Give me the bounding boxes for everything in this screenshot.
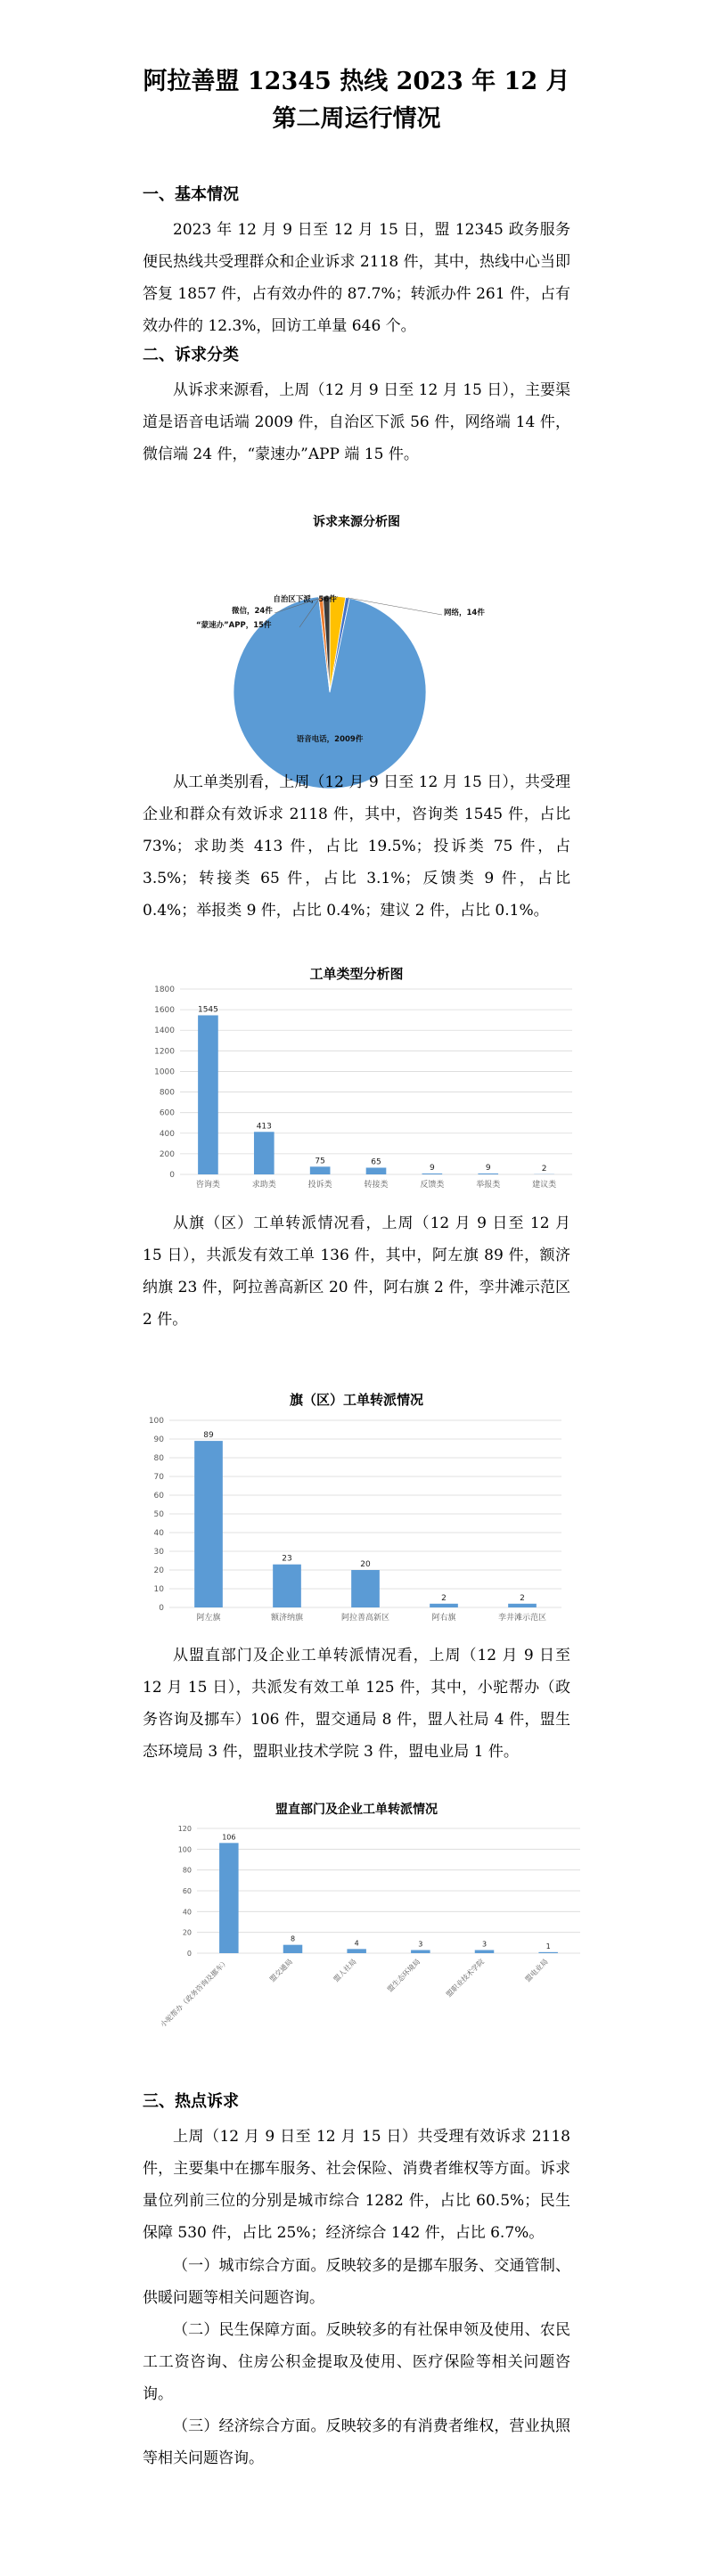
source-paragraph: 从诉求来源看，上周（12 月 9 日至 12 月 15 日），主要渠道是语音电话端 2009 件，自治区下派 56 件，网络端 14 件，微信端 24 件，“蒙速办”APP 端 15 件。 (143, 381, 570, 463)
x-category-label: 求助类 (251, 1181, 276, 1190)
x-category-label: 小驼帮办（政务咨询及挪车） (159, 1958, 231, 2029)
x-category-label: 盟人社局 (332, 1958, 358, 1984)
y-tick-label: 60 (182, 1887, 192, 1895)
x-category-label: 盟电业局 (523, 1958, 550, 1984)
y-tick-label: 1200 (154, 1047, 175, 1057)
bar-value-label: 4 (354, 1939, 359, 1948)
x-category-label: 转接类 (364, 1181, 389, 1190)
y-tick-label: 0 (159, 1604, 164, 1613)
doc-title-line1: 阿拉善盟 12345 热线 2023 年 12 月 (143, 68, 570, 95)
y-tick-label: 800 (159, 1088, 175, 1098)
bar-value-label: 89 (203, 1431, 214, 1441)
dept-chart-title: 盟直部门及企业工单转派情况 (275, 1803, 438, 1817)
x-category-label: 阿拉善高新区 (340, 1614, 390, 1623)
x-category-label: 孪井滩示范区 (497, 1614, 547, 1623)
y-tick-label: 1800 (154, 985, 175, 994)
y-tick-label: 100 (148, 1417, 164, 1426)
section2-heading: 二、诉求分类 (143, 346, 239, 364)
bar-0 (198, 1015, 218, 1174)
dept-paragraph: 从盟直部门及企业工单转派情况看，上周（12 月 9 日至 12 月 15 日），共派发有效工单 125 件，其中，小驼帮办（政务咨询及挪车）106 件，盟交通局 8 件，盟人社局 4 件，盟生态环境局 3 件，盟职业技术学院 3 件，盟电业局 1 件。 (143, 1647, 570, 1761)
pie-label-2: 网络，14件 (444, 609, 485, 617)
y-tick-label: 30 (153, 1548, 164, 1557)
y-tick-label: 0 (186, 1950, 192, 1958)
x-category-label: 建议类 (532, 1181, 557, 1190)
y-tick-label: 1000 (154, 1067, 175, 1077)
bar-value-label: 3 (481, 1940, 488, 1949)
y-tick-label: 20 (182, 1928, 192, 1937)
section1-paragraph: 2023 年 12 月 9 日至 12 月 15 日，盟 12345 政务服务便民热线共受理群众和企业诉求 2118 件，其中，热线中心当即答复 1857 件，占有效办件的 87.7%；转派办件 261 件，占有效办件的 12.3%，回访工单量 646 个。 (143, 221, 570, 335)
y-tick-label: 600 (159, 1108, 175, 1118)
pie-label-3: 微信，24件 (232, 607, 273, 616)
bar-3 (430, 1604, 458, 1607)
banner-chart-title: 旗（区）工单转派情况 (289, 1392, 423, 1408)
bar-value-label: 1 (545, 1942, 551, 1950)
bar-1 (254, 1132, 275, 1174)
x-category-label: 阿左旗 (196, 1614, 221, 1623)
y-tick-label: 80 (182, 1866, 192, 1875)
bar-1 (283, 1945, 303, 1953)
type-chart-title: 工单类型分析图 (309, 966, 404, 982)
bar-4 (475, 1950, 495, 1954)
bar-value-label: 106 (222, 1833, 236, 1842)
bar-value-label: 9 (485, 1163, 491, 1173)
y-tick-label: 400 (159, 1129, 175, 1139)
doc-title-line2: 第二周运行情况 (272, 105, 441, 133)
y-tick-label: 100 (177, 1845, 192, 1854)
x-category-label: 盟交通局 (267, 1958, 294, 1984)
pie-label-0: 语音电话，2009件 (296, 735, 364, 744)
y-tick-label: 0 (169, 1171, 175, 1180)
bar-value-label: 75 (315, 1157, 325, 1166)
y-tick-label: 40 (182, 1908, 192, 1917)
bar-2 (351, 1570, 380, 1607)
bar-value-label: 3 (418, 1940, 423, 1949)
section3-heading: 三、热点诉求 (143, 2092, 239, 2111)
bar-0 (219, 1843, 238, 1953)
bar-value-label: 2 (441, 1593, 447, 1603)
bar-value-label: 2 (520, 1593, 525, 1603)
bar-1 (273, 1565, 301, 1607)
section1-heading: 一、基本情况 (143, 185, 239, 204)
bar-4 (508, 1604, 537, 1607)
banner-bar-chart (148, 1410, 570, 1632)
x-category-label: 投诉类 (307, 1181, 332, 1190)
pie-chart-title: 诉求来源分析图 (313, 515, 400, 529)
bar-value-label: 20 (360, 1560, 371, 1569)
bar-value-label: 65 (371, 1157, 381, 1167)
y-tick-label: 90 (153, 1435, 164, 1444)
bar-value-label: 9 (429, 1163, 435, 1173)
y-tick-label: 20 (153, 1566, 164, 1575)
bar-2 (310, 1166, 331, 1174)
y-tick-label: 60 (153, 1492, 164, 1501)
dept-bar-chart (159, 1818, 593, 2076)
bar-value-label: 23 (282, 1554, 292, 1564)
y-tick-label: 1600 (154, 1006, 175, 1016)
banner-paragraph: 从旗（区）工单转派情况看，上周（12 月 9 日至 12 月 15 日），共派发有效工单 136 件，其中，阿左旗 89 件，额济纳旗 23 件，阿拉善高新区 20 件，阿右旗 2 件，孪井滩示范区 2 件。 (143, 1214, 570, 1329)
bar-5 (538, 1952, 558, 1953)
x-category-label: 阿右旗 (431, 1614, 456, 1623)
type-bar-chart (152, 980, 579, 1198)
livelihood-paragraph: （二）民生保障方面。反映较多的有社保申领及使用、农民工工资咨询、住房公积金提取及使用、医疗保险等相关问题咨询。 (143, 2321, 570, 2403)
x-category-label: 盟生态环境局 (385, 1958, 422, 1994)
y-tick-label: 1400 (154, 1026, 175, 1036)
y-tick-label: 10 (153, 1585, 164, 1594)
x-category-label: 反馈类 (420, 1181, 445, 1190)
bar-value-label: 2 (541, 1164, 547, 1174)
y-tick-label: 70 (153, 1473, 164, 1482)
y-tick-label: 80 (153, 1454, 164, 1463)
y-tick-label: 200 (159, 1149, 175, 1159)
x-category-label: 咨询类 (195, 1181, 220, 1190)
bar-value-label: 1545 (197, 1005, 218, 1015)
pie-label-1: 自治区下派，56件 (273, 595, 337, 604)
y-tick-label: 50 (153, 1510, 164, 1519)
bar-2 (347, 1949, 366, 1953)
x-category-label: 额济纳旗 (270, 1614, 304, 1623)
pie-label-4: “蒙速办”APP，15件 (196, 621, 272, 630)
economy-paragraph: （三）经济综合方面。反映较多的有消费者维权，营业执照等相关问题咨询。 (143, 2417, 570, 2467)
bar-value-label: 413 (256, 1122, 272, 1132)
y-tick-label: 120 (177, 1825, 192, 1833)
bar-0 (194, 1441, 223, 1607)
source-pie-chart (196, 527, 508, 777)
x-category-label: 举报类 (476, 1181, 501, 1190)
y-tick-label: 40 (153, 1529, 164, 1538)
hotspot-paragraph: 上周（12 月 9 日至 12 月 15 日）共受理有效诉求 2118 件，主要集中在挪车服务、社会保险、消费者维权等方面。诉求量位列前三位的分别是城市综合 1282 件，占比 60.5%；民生保障 530 件，占比 25%；经济综合 142 件，占比 6.7%。 (143, 2128, 570, 2242)
bar-3 (411, 1950, 430, 1954)
city-paragraph: （一）城市综合方面。反映较多的是挪车服务、交通管制、供暖问题等相关问题咨询。 (143, 2257, 570, 2307)
bar-3 (366, 1167, 387, 1174)
bar-value-label: 8 (290, 1934, 296, 1943)
x-category-label: 盟职业技术学院 (444, 1958, 486, 1999)
type-paragraph: 从工单类别看，上周（12 月 9 日至 12 月 15 日），共受理企业和群众有效诉求 2118 件，其中，咨询类 1545 件，占比 73%；求助类 413 件，占比 19.5%；投诉类 75 件，占 3.5%；转接类 65 件，占比 3.1%；反馈类 9 件，占比 0.4%；举报类 9 件，占比 0.4%；建议 2 件，占比 0.1%。 (143, 773, 570, 920)
